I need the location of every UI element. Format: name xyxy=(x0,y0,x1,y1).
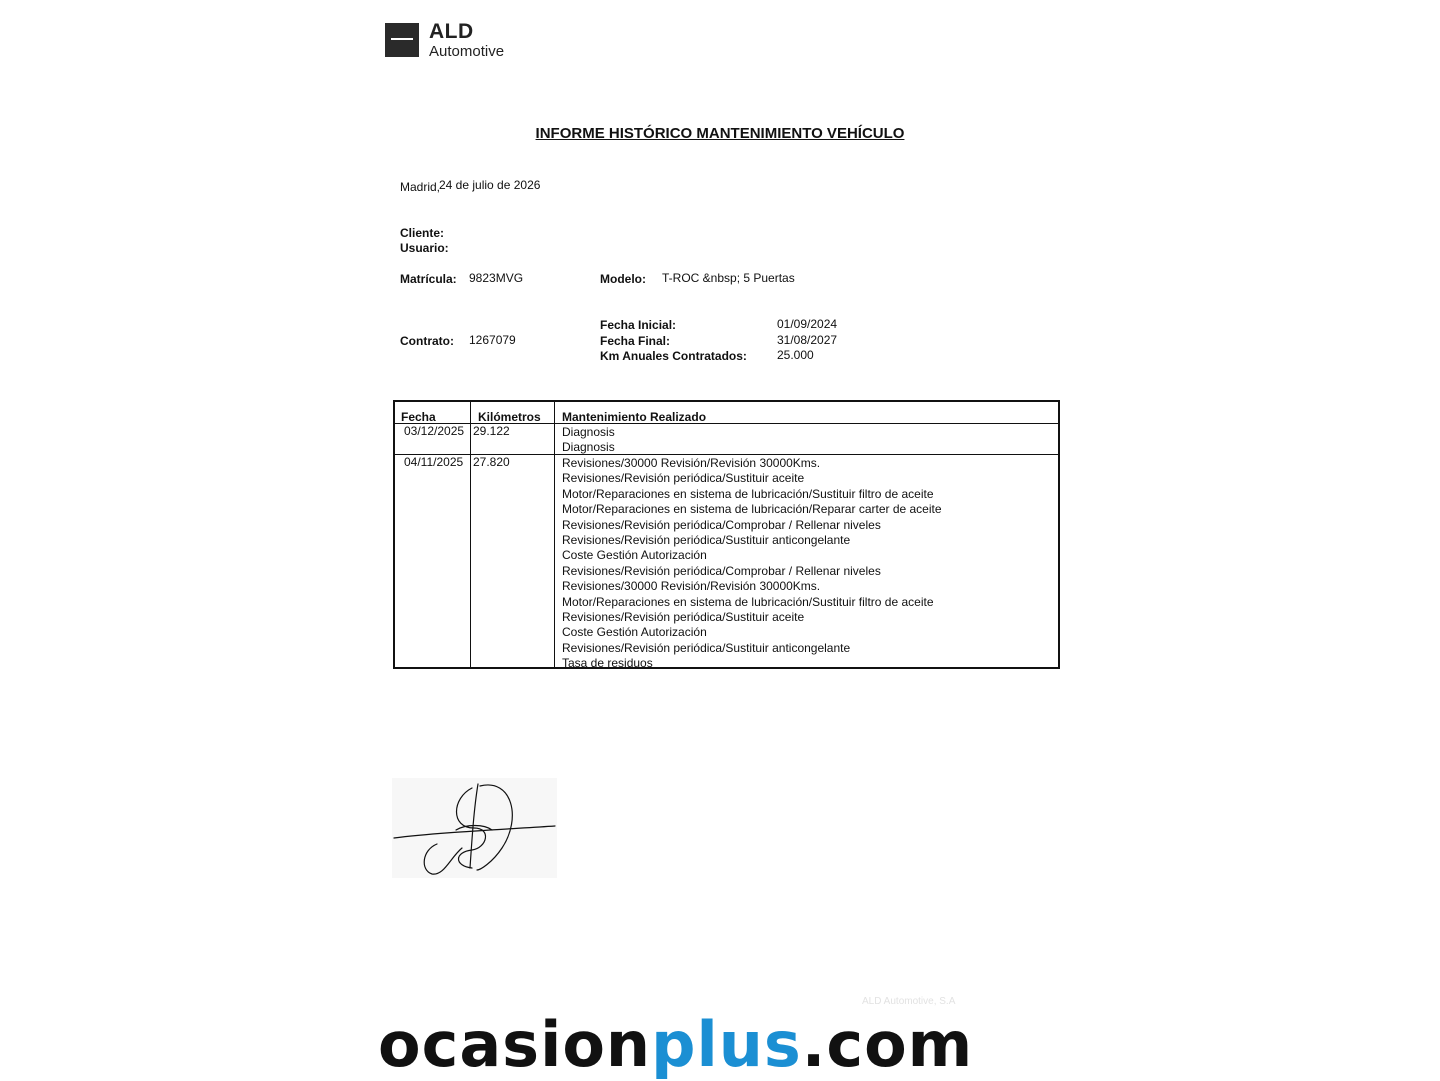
row2-item: Coste Gestión Autorización xyxy=(562,548,707,563)
maintenance-table xyxy=(393,400,1060,669)
row2-item: Revisiones/Revisión periódica/Sustituir aceite xyxy=(562,610,805,624)
fecha-inicial-label: Fecha Inicial: xyxy=(600,318,677,332)
company-footer: ALD Automotive, S.A xyxy=(862,996,956,1007)
contrato-value: 1267079 xyxy=(469,333,516,347)
logo-sub: Automotive xyxy=(429,43,505,60)
row2-item: Revisiones/30000 Revisión/Revisión 30000Kms. xyxy=(562,579,821,594)
row2-item: Motor/Reparaciones en sistema de lubricación/Sustituir filtro de aceite xyxy=(562,486,934,501)
table-divider xyxy=(554,402,555,667)
row2-item: Motor/Reparaciones en sistema de lubricación/Reparar carter de aceite xyxy=(562,502,942,517)
logo-brand: ALD xyxy=(429,20,474,43)
row2-item: Revisiones/Revisión periódica/Sustituir anticongelante xyxy=(562,533,851,547)
report-title: INFORME HISTÓRICO MANTENIMIENTO VEHÍCULO xyxy=(535,125,905,142)
row2-km: 27.820 xyxy=(473,455,510,469)
row1-fecha: 03/12/2025 xyxy=(404,424,465,438)
ocasionplus-watermark xyxy=(378,1008,973,1081)
header-mantenimiento: Mantenimiento Realizado xyxy=(562,410,707,424)
matricula-label: Matrícula: xyxy=(400,272,457,286)
report-place: Madrid, xyxy=(400,180,441,194)
km-anuales-label: Km Anuales Contratados: xyxy=(600,349,747,363)
modelo-value: T-ROC &nbsp; 5 Puertas xyxy=(662,271,795,285)
row2-item: Revisiones/Revisión periódica/Sustituir anticongelante xyxy=(562,640,851,655)
logo-mark-icon xyxy=(385,23,419,57)
row2-item: Revisiones/Revisión periódica/Comprobar / Rellenar niveles xyxy=(562,517,881,532)
row2-item: Coste Gestión Autorización xyxy=(562,625,707,640)
row2-item: Revisiones/Revisión periódica/Sustituir aceite xyxy=(562,471,805,486)
ald-logo xyxy=(385,20,513,60)
matricula-value: 9823MVG xyxy=(469,271,524,285)
row2-item: Tasa de residuos xyxy=(562,656,653,671)
header-kilometros: Kilómetros xyxy=(478,410,541,424)
row1-km: 29.122 xyxy=(473,424,510,438)
row2-item: Revisiones/30000 Revisión/Revisión 30000Kms. xyxy=(562,456,821,470)
fecha-inicial-value: 01/09/2024 xyxy=(777,317,838,331)
row1-item: Diagnosis xyxy=(562,440,615,455)
km-anuales-value: 25.000 xyxy=(777,348,814,362)
usuario-label: Usuario: xyxy=(400,241,449,255)
table-divider xyxy=(470,402,471,667)
row2-item: Motor/Reparaciones en sistema de lubricación/Sustituir filtro de aceite xyxy=(562,594,934,609)
report-date: 24 de julio de 2026 xyxy=(439,178,541,192)
cliente-label: Cliente: xyxy=(400,226,445,240)
row2-item: Revisiones/Revisión periódica/Comprobar / Rellenar niveles xyxy=(562,563,881,578)
fecha-final-value: 31/08/2027 xyxy=(777,333,838,347)
fecha-final-label: Fecha Final: xyxy=(600,334,671,348)
contrato-label: Contrato: xyxy=(400,334,454,348)
watermark-part-3: .com xyxy=(801,1008,974,1081)
watermark-part-2: plus xyxy=(651,1008,802,1081)
watermark-part-1: ocasion xyxy=(378,1008,652,1081)
row2-fecha: 04/11/2025 xyxy=(404,455,464,469)
signature-image xyxy=(392,778,557,878)
row1-item: Diagnosis xyxy=(562,425,615,439)
modelo-label: Modelo: xyxy=(600,272,646,286)
header-fecha: Fecha xyxy=(401,410,436,424)
